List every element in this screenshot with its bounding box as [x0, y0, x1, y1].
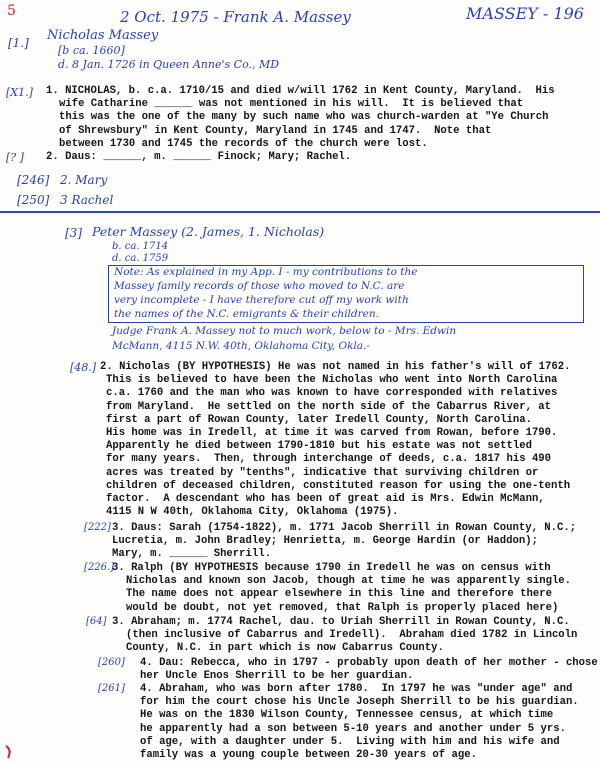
- text-line: The name does not appear elsewhere in this line and therefore there: [126, 588, 552, 601]
- red-tick-mark: [4, 744, 18, 760]
- child-entry: [112, 522, 576, 562]
- note-line: Massey family records of those who moved to N.C. are: [114, 280, 405, 292]
- sub-entry-ref: [246]: [17, 173, 50, 187]
- person3-ref: [3]: [65, 226, 82, 240]
- date-line: 2 Oct. 1975 - Frank A. Massey: [120, 8, 351, 26]
- text-line: 3. Daus: Sarah (1754-1822), m. 1771 Jacob Sherrill in Rowan County, N.C.;: [112, 522, 577, 534]
- text-line: children of deceased children, constituted reason for using the one-tenth: [106, 479, 571, 492]
- text-line: for him the court chose his Uncle Joseph Sherrill to be his guardian.: [140, 696, 579, 709]
- entry-b-ref: [? ]: [6, 151, 24, 164]
- text-line: for many years. Then, through interchange of deeds, c.a. 1817 his 490: [106, 453, 552, 466]
- text-line: first a part of Rowan County, later Iredell County, North Carolina.: [106, 413, 532, 426]
- folio-number: MASSEY - 196: [466, 4, 584, 23]
- text-line: this was the one of the many by such name who was church-warden at "Ye Church: [59, 111, 549, 124]
- text-line: Lucretia, m. John Bradley; Henrietta, m. George Hardin (or Haddon);: [112, 535, 538, 548]
- child-ref: [261]: [98, 683, 125, 694]
- note-line: Judge Frank A. Massey not to much work, below to - Mrs. Edwin: [112, 325, 457, 337]
- text-line: 4. Dau: Rebecca, who in 1797 - probably upon death of her mother - chose: [140, 657, 598, 669]
- text-line: (then inclusive of Cabarrus and Iredell). Abraham died 1782 in Lincoln: [126, 629, 578, 642]
- text-line: between 1730 and 1745 the records of the church were lost.: [59, 137, 428, 150]
- sub-entry-text: 2. Mary: [60, 173, 108, 187]
- text-line: factor. A descendant who has been of great aid is Mrs. Edwin McMann,: [106, 493, 545, 506]
- sub-entry-ref: [250]: [17, 193, 50, 207]
- note-line: Note: As explained in my App. I - my contributions to the: [114, 266, 418, 278]
- text-line: of age, with a daughter under 5. Living with him and his wife and: [140, 735, 560, 748]
- text-line: c.a. 1760 and the man who was known to have corresponded with relatives: [106, 387, 558, 400]
- text-line: His home was in Iredell, at time it was carved from Rowan, before 1790.: [106, 427, 558, 440]
- text-line: he apparently had a son between 5-10 years and another under 5 yrs.: [140, 722, 566, 735]
- child-ref: [222]: [84, 522, 111, 533]
- text-line: Mary, m. ______ Sherrill.: [112, 548, 271, 561]
- note-line: the names of the N.C. emigrants & their children.: [114, 308, 379, 320]
- text-line: 4115 N W 40th, Oklahoma City, Oklahoma (1975).: [106, 506, 399, 519]
- person3-died: d. ca. 1759: [112, 253, 169, 264]
- text-line: 1. NICHOLAS, b. c.a. 1710/15 and died w/will 1762 in Kent County, Maryland. His: [46, 85, 555, 97]
- child-ref: [64]: [86, 616, 107, 627]
- entry-c-ref: [48.]: [70, 361, 97, 374]
- divider-rule: [0, 211, 600, 213]
- note-line: McMann, 4115 N.W. 40th, Oklahoma City, Okla.-: [112, 340, 370, 352]
- page-mark: 5: [7, 3, 16, 19]
- person1-name: Nicholas Massey: [47, 28, 159, 43]
- text-line: County, N.C. in part which is now Cabarrus County.: [126, 642, 444, 655]
- child-entry: [140, 683, 579, 762]
- entry-a-ref: [X1.]: [6, 86, 33, 99]
- text-line: Nicholas and known son Jacob, though at time he was apparently single.: [126, 575, 572, 588]
- text-line: from Maryland. He settled on the north side of the Cabarrus River, at: [106, 400, 552, 413]
- text-line: 2. Nicholas (BY HYPOTHESIS) He was not named in his father's will of 1762.: [100, 361, 571, 373]
- text-line: This is believed to have been the Nicholas who went into North Carolina: [106, 374, 558, 387]
- child-entry: [112, 616, 577, 656]
- text-line: Apparently he died between 1790-1810 but his estate was not settled: [106, 440, 532, 453]
- text-line: 4. Abraham, who was born after 1780. In 1797 he was "under age" and: [140, 683, 573, 695]
- sub-entry-text: 3 Rachel: [60, 193, 114, 207]
- text-line: He was on the 1830 Wilson County, Tennessee census, at which time: [140, 709, 554, 722]
- person3-born: b. ca. 1714: [112, 241, 169, 252]
- text-line: 3. Abraham; m. 1774 Rachel, dau. to Uriah Sherrill in Rowan County, N.C.: [112, 616, 570, 628]
- text-line: would be doubt, not yet removed, that Ralph is properly placed here): [126, 601, 559, 614]
- note-line: very incomplete - I have therefore cut off my work with: [114, 294, 409, 306]
- entry-b-text: 2. Daus: ______, m. ______ Finock; Mary; Rachel.: [46, 151, 352, 163]
- text-line: acres was treated by "tenths", indicative that surviving children or: [106, 466, 539, 479]
- text-line: 3. Ralph (BY HYPOTHESIS because 1790 in Iredell he was on census with: [112, 562, 551, 574]
- child-ref: [260]: [98, 657, 125, 668]
- text-line: her Uncle Enos Sherrill to be her guardian.: [140, 670, 414, 683]
- person1-died: d. 8 Jan. 1726 in Queen Anne's Co., MD: [58, 58, 280, 71]
- child-ref: [226.]: [84, 562, 115, 573]
- text-line: of Shrewsbury" in Kent County, Maryland in 1745 and 1747. Note that: [59, 124, 492, 137]
- text-line: wife Catharine ______ was not mentioned in his will. It is believed that: [59, 98, 524, 111]
- entry-c-text: [100, 361, 570, 519]
- child-entry: [140, 657, 598, 683]
- person1-born: [b ca. 1660]: [58, 44, 125, 57]
- entry-a-text: [46, 85, 555, 151]
- child-entry: [112, 562, 571, 615]
- person1-ref: [1.]: [8, 36, 29, 50]
- text-line: family was a young couple between 20-30 years of age.: [140, 749, 477, 762]
- person3-name: Peter Massey (2. James, 1. Nicholas): [92, 224, 325, 239]
